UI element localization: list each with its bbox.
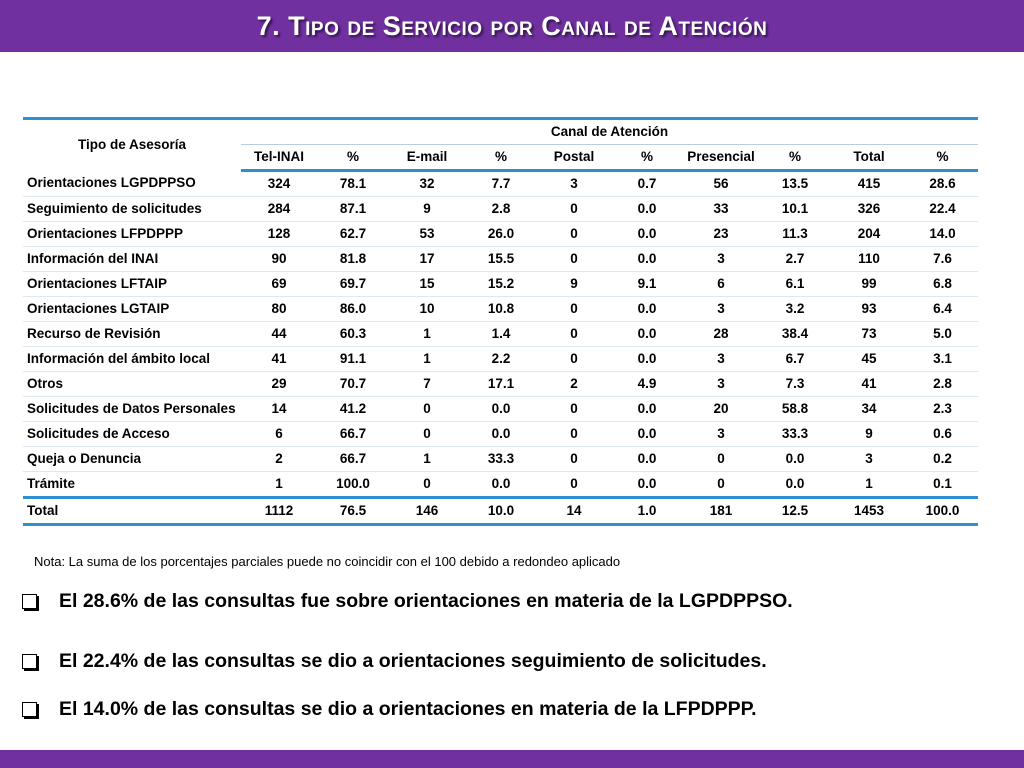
data-table <box>23 117 978 526</box>
table-cell: 9 <box>831 422 907 447</box>
table-cell: 56 <box>683 171 759 197</box>
total-cell: 14 <box>537 498 611 525</box>
table-cell: 15.2 <box>465 272 537 297</box>
table-cell: 33.3 <box>465 447 537 472</box>
table-cell: 14 <box>241 397 317 422</box>
checkbox-bullet-icon <box>22 702 37 717</box>
row-header: Tipo de Asesoría <box>23 119 241 171</box>
table-cell: 78.1 <box>317 171 389 197</box>
table-cell: 0.2 <box>907 447 978 472</box>
table-cell: 15 <box>389 272 465 297</box>
table-cell: 69 <box>241 272 317 297</box>
table-cell: 33.3 <box>759 422 831 447</box>
total-cell: 1112 <box>241 498 317 525</box>
row-label: Información del INAI <box>23 247 241 272</box>
row-label: Seguimiento de solicitudes <box>23 197 241 222</box>
table-cell: 1 <box>389 347 465 372</box>
table-cell: 10 <box>389 297 465 322</box>
table-cell: 326 <box>831 197 907 222</box>
table-cell: 3 <box>831 447 907 472</box>
table-cell: 33 <box>683 197 759 222</box>
table-cell: 0.7 <box>611 171 683 197</box>
table-cell: 0 <box>537 197 611 222</box>
table-cell: 0 <box>537 397 611 422</box>
table-cell: 62.7 <box>317 222 389 247</box>
table-cell: 6 <box>241 422 317 447</box>
table-cell: 0 <box>537 472 611 498</box>
row-label: Solicitudes de Acceso <box>23 422 241 447</box>
table-cell: 0.0 <box>611 397 683 422</box>
table-cell: 17 <box>389 247 465 272</box>
table-cell: 34 <box>831 397 907 422</box>
table-row <box>23 347 978 372</box>
total-cell: 181 <box>683 498 759 525</box>
table-cell: 0.0 <box>759 472 831 498</box>
table-cell: 66.7 <box>317 447 389 472</box>
checkbox-bullet-icon <box>22 654 37 669</box>
table-cell: 87.1 <box>317 197 389 222</box>
table-cell: 22.4 <box>907 197 978 222</box>
table-cell: 58.8 <box>759 397 831 422</box>
bullet-text: El 14.0% de las consultas se dio a orientaciones en materia de la LFPDPPP. <box>59 698 757 720</box>
table-cell: 0.6 <box>907 422 978 447</box>
total-label: Total <box>23 498 241 525</box>
table-cell: 41.2 <box>317 397 389 422</box>
table-cell: 100.0 <box>317 472 389 498</box>
table-cell: 0.0 <box>611 297 683 322</box>
title-bar <box>0 0 1024 52</box>
table-cell: 10.1 <box>759 197 831 222</box>
table-cell: 3.2 <box>759 297 831 322</box>
table-cell: 0 <box>537 447 611 472</box>
table-cell: 7.7 <box>465 171 537 197</box>
bullet-item <box>22 698 757 721</box>
table-cell: 60.3 <box>317 322 389 347</box>
table-cell: 5.0 <box>907 322 978 347</box>
table-cell: 3 <box>683 422 759 447</box>
table-row <box>23 472 978 498</box>
table-header <box>23 119 978 171</box>
total-cell: 12.5 <box>759 498 831 525</box>
table-cell: 4.9 <box>611 372 683 397</box>
table-cell: 0 <box>389 422 465 447</box>
header-row-group <box>23 119 978 145</box>
table-cell: 7.6 <box>907 247 978 272</box>
table-cell: 69.7 <box>317 272 389 297</box>
table-cell: 204 <box>831 222 907 247</box>
row-label: Queja o Denuncia <box>23 447 241 472</box>
table-cell: 0.0 <box>465 472 537 498</box>
table-cell: 13.5 <box>759 171 831 197</box>
table-cell: 3 <box>683 247 759 272</box>
total-cell: 76.5 <box>317 498 389 525</box>
table-cell: 41 <box>831 372 907 397</box>
row-label: Información del ámbito local <box>23 347 241 372</box>
total-cell: 146 <box>389 498 465 525</box>
table-cell: 9 <box>389 197 465 222</box>
table-cell: 0.0 <box>611 447 683 472</box>
table-cell: 91.1 <box>317 347 389 372</box>
bullet-item <box>22 650 767 673</box>
table-cell: 1 <box>389 322 465 347</box>
total-cell: 1.0 <box>611 498 683 525</box>
table-cell: 415 <box>831 171 907 197</box>
table-cell: 2.8 <box>907 372 978 397</box>
table-cell: 0 <box>537 322 611 347</box>
table-cell: 2 <box>241 447 317 472</box>
table-cell: 17.1 <box>465 372 537 397</box>
table-cell: 3.1 <box>907 347 978 372</box>
table-cell: 9.1 <box>611 272 683 297</box>
table-cell: 81.8 <box>317 247 389 272</box>
table-cell: 45 <box>831 347 907 372</box>
footnote: Nota: La suma de los porcentajes parciales puede no coincidir con el 100 debido a redondeo aplicado <box>34 554 621 569</box>
table-cell: 0.0 <box>611 247 683 272</box>
table-row <box>23 322 978 347</box>
table-row <box>23 447 978 472</box>
table-cell: 0.0 <box>465 397 537 422</box>
table-cell: 10.8 <box>465 297 537 322</box>
table-cell: 324 <box>241 171 317 197</box>
table-cell: 80 <box>241 297 317 322</box>
bullet-text: El 22.4% de las consultas se dio a orientaciones seguimiento de solicitudes. <box>59 650 767 672</box>
table-cell: 99 <box>831 272 907 297</box>
table-cell: 86.0 <box>317 297 389 322</box>
table-cell: 73 <box>831 322 907 347</box>
table-body <box>23 171 978 525</box>
row-label: Recurso de Revisión <box>23 322 241 347</box>
column-header: % <box>465 145 537 171</box>
table-cell: 26.0 <box>465 222 537 247</box>
table-cell: 0 <box>537 347 611 372</box>
total-row <box>23 498 978 525</box>
table-cell: 3 <box>683 347 759 372</box>
table-cell: 3 <box>537 171 611 197</box>
row-label: Trámite <box>23 472 241 498</box>
total-cell: 100.0 <box>907 498 978 525</box>
table-row <box>23 247 978 272</box>
table-cell: 0 <box>389 472 465 498</box>
table-cell: 1 <box>389 447 465 472</box>
table-cell: 110 <box>831 247 907 272</box>
table-cell: 1 <box>241 472 317 498</box>
table-cell: 9 <box>537 272 611 297</box>
column-header: Tel-INAI <box>241 145 317 171</box>
table-cell: 1.4 <box>465 322 537 347</box>
row-label: Orientaciones LFTAIP <box>23 272 241 297</box>
table-cell: 0.0 <box>611 472 683 498</box>
row-label: Orientaciones LGPDPPSO <box>23 171 241 197</box>
table-cell: 38.4 <box>759 322 831 347</box>
table-cell: 0 <box>537 297 611 322</box>
table-cell: 29 <box>241 372 317 397</box>
table-cell: 70.7 <box>317 372 389 397</box>
bottom-bar <box>0 750 1024 768</box>
table-cell: 28 <box>683 322 759 347</box>
table-cell: 14.0 <box>907 222 978 247</box>
table-cell: 2.8 <box>465 197 537 222</box>
page-title: 7. Tipo de Servicio por Canal de Atención <box>256 10 768 41</box>
table-cell: 6.7 <box>759 347 831 372</box>
column-header: % <box>907 145 978 171</box>
column-header: % <box>317 145 389 171</box>
table-cell: 3 <box>683 372 759 397</box>
total-cell: 10.0 <box>465 498 537 525</box>
row-label: Solicitudes de Datos Personales <box>23 397 241 422</box>
row-label: Otros <box>23 372 241 397</box>
table-cell: 6.4 <box>907 297 978 322</box>
group-header: Canal de Atención <box>241 119 978 145</box>
table-cell: 0 <box>537 247 611 272</box>
total-cell: 1453 <box>831 498 907 525</box>
table-cell: 0.1 <box>907 472 978 498</box>
table-cell: 0.0 <box>759 447 831 472</box>
column-header: % <box>611 145 683 171</box>
column-header: % <box>759 145 831 171</box>
table-cell: 20 <box>683 397 759 422</box>
table-cell: 2.3 <box>907 397 978 422</box>
table-cell: 7.3 <box>759 372 831 397</box>
table-cell: 90 <box>241 247 317 272</box>
table-row <box>23 422 978 447</box>
column-header: Total <box>831 145 907 171</box>
table-cell: 2 <box>537 372 611 397</box>
table-cell: 0.0 <box>611 197 683 222</box>
bullet-text: El 28.6% de las consultas fue sobre orientaciones en materia de la LGPDPPSO. <box>59 590 793 612</box>
table-cell: 0 <box>683 447 759 472</box>
table-row <box>23 372 978 397</box>
table-cell: 6.1 <box>759 272 831 297</box>
table-cell: 15.5 <box>465 247 537 272</box>
table-row <box>23 272 978 297</box>
table-cell: 0 <box>537 222 611 247</box>
table-cell: 0 <box>537 422 611 447</box>
checkbox-bullet-icon <box>22 594 37 609</box>
table-cell: 1 <box>831 472 907 498</box>
column-header: Presencial <box>683 145 759 171</box>
column-header: Postal <box>537 145 611 171</box>
table-cell: 23 <box>683 222 759 247</box>
table-cell: 6.8 <box>907 272 978 297</box>
table-cell: 93 <box>831 297 907 322</box>
table-row <box>23 197 978 222</box>
table-cell: 7 <box>389 372 465 397</box>
table-cell: 66.7 <box>317 422 389 447</box>
bullet-item <box>22 590 793 613</box>
table-cell: 28.6 <box>907 171 978 197</box>
table-cell: 2.2 <box>465 347 537 372</box>
table-cell: 44 <box>241 322 317 347</box>
column-header: E-mail <box>389 145 465 171</box>
table-row <box>23 297 978 322</box>
table-cell: 0.0 <box>611 347 683 372</box>
table-cell: 53 <box>389 222 465 247</box>
row-label: Orientaciones LGTAIP <box>23 297 241 322</box>
table-cell: 0.0 <box>611 422 683 447</box>
table-cell: 128 <box>241 222 317 247</box>
table-cell: 41 <box>241 347 317 372</box>
table-cell: 2.7 <box>759 247 831 272</box>
table-cell: 0.0 <box>465 422 537 447</box>
table-cell: 0.0 <box>611 322 683 347</box>
table-cell: 0.0 <box>611 222 683 247</box>
table-cell: 32 <box>389 171 465 197</box>
table-row <box>23 171 978 197</box>
table-cell: 6 <box>683 272 759 297</box>
table-cell: 11.3 <box>759 222 831 247</box>
row-label: Orientaciones LFPDPPP <box>23 222 241 247</box>
table-cell: 0 <box>683 472 759 498</box>
table-cell: 3 <box>683 297 759 322</box>
table-cell: 284 <box>241 197 317 222</box>
table-cell: 0 <box>389 397 465 422</box>
table-row <box>23 397 978 422</box>
table-row <box>23 222 978 247</box>
